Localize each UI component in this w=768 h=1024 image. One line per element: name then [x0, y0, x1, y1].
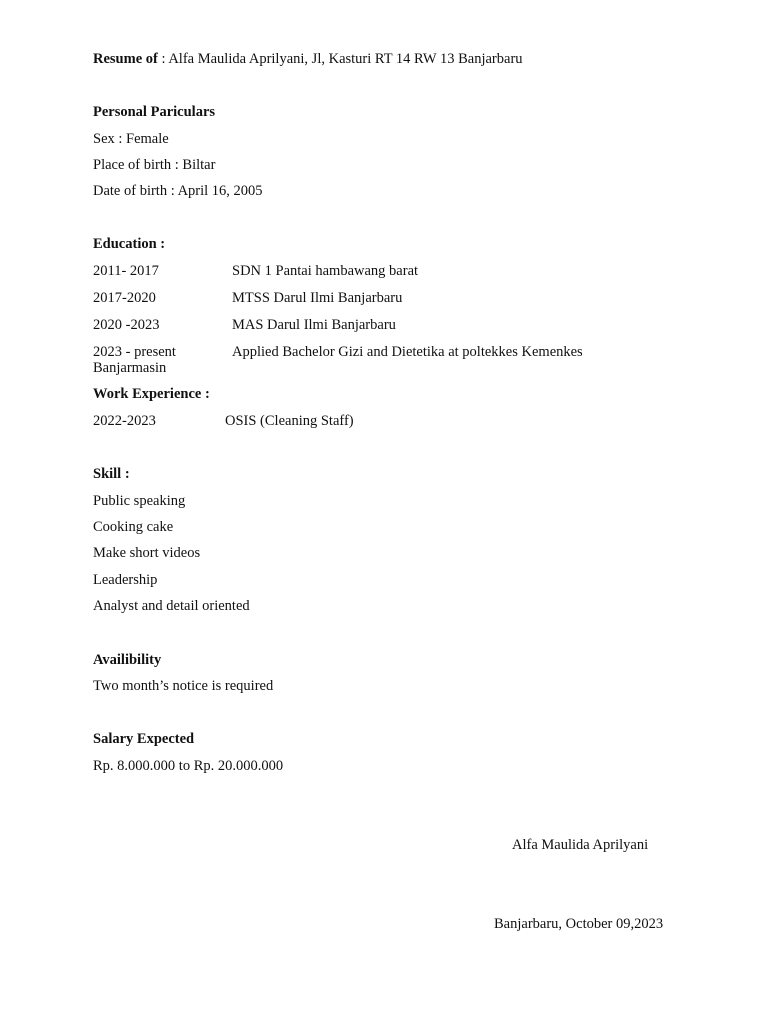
education-school: MAS Darul Ilmi Banjarbaru [232, 317, 396, 333]
personal-heading: Personal Pariculars [93, 104, 216, 120]
education-continuation: Banjarmasin [93, 360, 167, 376]
education-school: SDN 1 Pantai hambawang barat [232, 263, 419, 279]
education-years: 2017-2020 [93, 290, 156, 306]
skill-item: Public speaking [93, 493, 186, 509]
education-heading: Education : [93, 236, 166, 252]
sex-line: Sex : Female [93, 131, 169, 147]
education-years: 2023 - present [93, 344, 176, 360]
skill-heading: Skill : [93, 466, 130, 482]
date-of-birth-line: Date of birth : April 16, 2005 [93, 183, 263, 199]
salary-text: Rp. 8.000.000 to Rp. 20.000.000 [93, 758, 284, 774]
work-years: 2022-2023 [93, 413, 156, 429]
resume-header-text: : Alfa Maulida Aprilyani, Jl, Kasturi RT 14 RW 13 Banjarbaru [157, 51, 523, 67]
place-of-birth-line: Place of birth : Biltar [93, 157, 216, 173]
availability-heading: Availibility [93, 652, 162, 668]
education-school: Applied Bachelor Gizi and Dietetika at poltekkes Kemenkes [232, 344, 583, 360]
skill-item: Cooking cake [93, 519, 174, 535]
skill-item: Make short videos [93, 545, 201, 561]
work-role: OSIS (Cleaning Staff) [225, 413, 354, 429]
salary-heading: Salary Expected [93, 731, 195, 747]
resume-label: Resume of [93, 51, 158, 67]
education-school: MTSS Darul Ilmi Banjarbaru [232, 290, 403, 306]
skill-item: Leadership [93, 572, 158, 588]
skill-item: Analyst and detail oriented [93, 598, 250, 614]
signature-place-date: Banjarbaru, October 09,2023 [494, 916, 664, 932]
education-years: 2011- 2017 [93, 263, 159, 279]
signature-name: Alfa Maulida Aprilyani [512, 837, 649, 853]
resume-header [93, 51, 523, 68]
availability-text: Two month’s notice is required [93, 678, 274, 694]
work-heading: Work Experience : [93, 386, 210, 402]
education-years: 2020 -2023 [93, 317, 160, 333]
